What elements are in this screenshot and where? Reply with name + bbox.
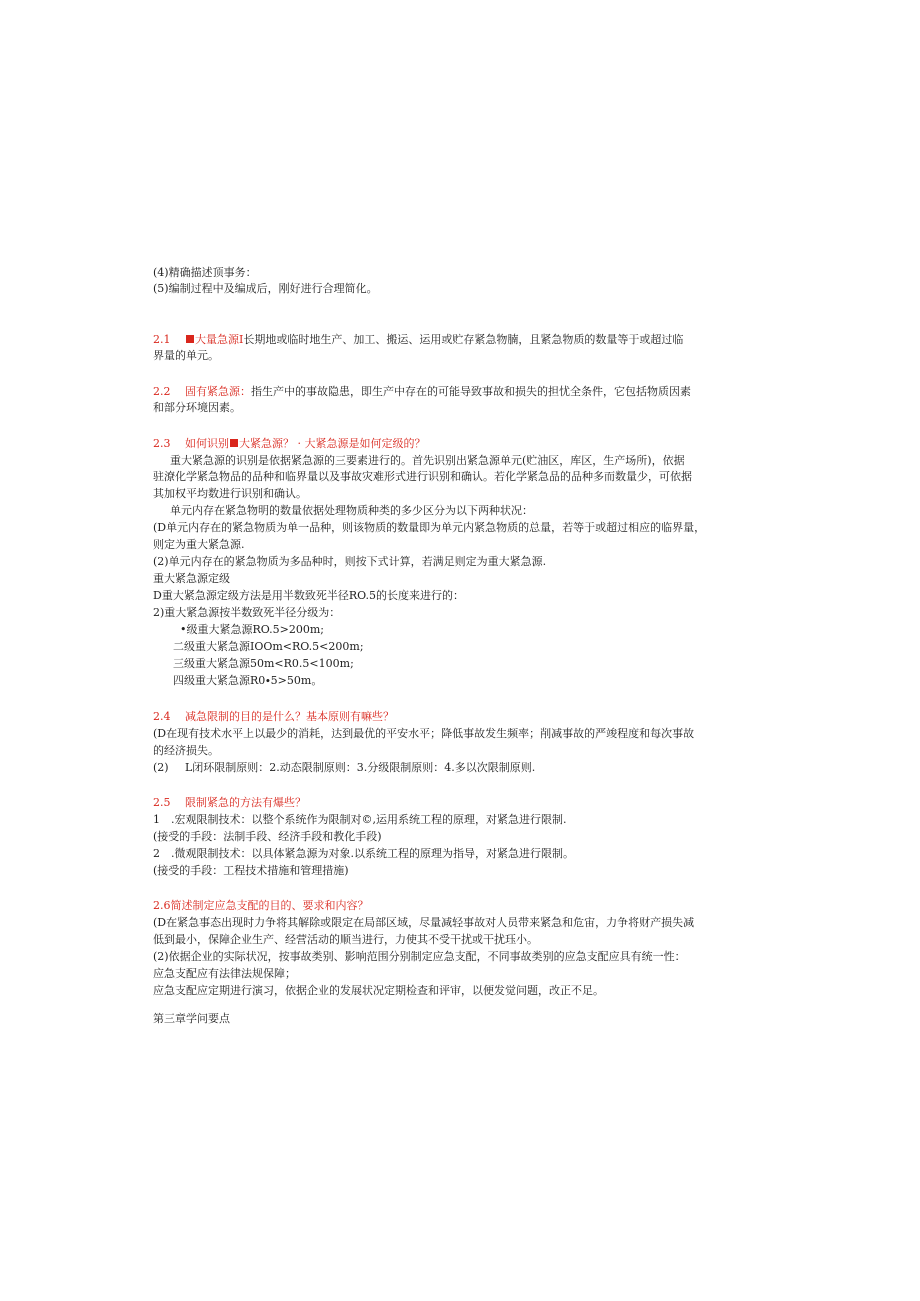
paragraph-line: 单元内存在紧急物明的数量依据处理物质种类的多少区分为以下两种状况： [170, 504, 533, 517]
section-2-4-title [153, 709, 394, 724]
paragraph-line: 2)重大紧急源按半数致死半径分级为： [153, 606, 341, 619]
section-title-a: 如何识别 [185, 437, 229, 450]
paragraph-line: 低到最小，保障企业生产、经营活动的顺当进行，力使其不受干扰或干扰珏小。 [153, 933, 538, 946]
paragraph-line: (D单元内存在的紧急物质为单一品种，则该物质的数量即为单元内紧急物质的总量，若等于或超过相应的临界量， [153, 521, 706, 534]
paragraph-line: (D在现有技术水平上以最少的消耗，达到最优的平安水平；降低事故发生频率；削减事故的严竣程度和每次事故 [153, 727, 695, 740]
paragraph-line: 应急支配应定期进行演习，依据企业的发展状况定期检查和评审，以便发觉问题，改正不足。 [153, 984, 604, 997]
paragraph-line: 驻潦化学紧急物品的品种和临界量以及事故灾难形式进行识别和确认。若化学紧急品的品种多而数量少，可依据 [153, 470, 692, 483]
paragraph-line: 其加权平均数进行识别和确认。 [153, 487, 307, 500]
method-note: (接受的手段：法制手段、经济手段和教化手段) [153, 830, 382, 843]
item-text: .微观限制技术：以具体紧急源为对象.以系统工程的原理为指导，对紧急进行限制。 [171, 847, 574, 860]
chapter-heading: 第三章学问要点 [153, 1012, 230, 1025]
section-number: 2.2 [153, 385, 171, 398]
section-2-6-title: 2.6简述制定应急支配的目的、要求和内容？ [153, 899, 369, 912]
section-number: 2.3 [153, 437, 171, 450]
grade-line: •级重大紧急源RO.5>200m; [180, 623, 324, 636]
method-line [153, 812, 567, 827]
section-title-b: 大紧急源？ · 大紧急源是如何定级的？ [239, 437, 426, 450]
paragraph-line: (D在紧急事态出现时力争将其解除或限定在局部区域，尽量减轻事故对人员带来紧急和危宙，力争将财产损失减 [153, 916, 695, 929]
paragraph-line: 应急支配应有法律法规保障； [153, 967, 296, 980]
term-major-hazard: 大量急源 [195, 333, 239, 346]
paragraph-line: 则定为重大紧急源. [153, 538, 245, 551]
definition-text: 长期地或临时地生产、加工、搬运、运用或贮存紧急物腩，且紧急物质的数量等于或超过临 [243, 333, 684, 346]
grade-line: 三级重大紧急源50m<R0.5<100m; [173, 657, 354, 670]
item-number: 1 [153, 813, 160, 826]
section-title: 固有紧急源： [185, 385, 251, 398]
section-number: 2.5 [153, 796, 171, 809]
paragraph-line: 重大紧急源定级 [153, 572, 230, 585]
term-suffix: I [239, 333, 244, 346]
intro-line-5: (5)编制过程中及编成后，刚好进行合理简化。 [153, 282, 378, 295]
section-number: 2.4 [153, 710, 171, 723]
section-2-5-title [153, 795, 306, 810]
section-2-2 [153, 384, 691, 399]
item-number: (2) [153, 761, 169, 774]
paragraph-line: 的经济损失。 [153, 744, 219, 757]
section-2-2-cont: 和部分环境因素。 [153, 401, 241, 414]
section-title: 减急限制的目的是什么？基本原则有嘛些？ [185, 710, 394, 723]
section-number: 2.1 [153, 333, 171, 346]
paragraph-line: 重大紧急源的识别是依据紧急源的三要素进行的。首先识别出紧急源单元(贮油区，库区，生产场所)，依据 [170, 454, 685, 467]
item-number: 2 [153, 847, 160, 860]
red-square-icon [230, 439, 238, 447]
method-note: (接受的手段：工程技术措施和管理措施) [153, 864, 349, 877]
grade-line: 四级重大紧急源R0∙5>50m。 [173, 674, 323, 687]
grade-line: 二级重大紧急源IOOm<RO.5<200m; [173, 640, 364, 653]
paragraph-line: D重大紧急源定级方法是用半数致死半径RO.5的长度来进行的： [153, 589, 464, 602]
section-2-1 [153, 332, 683, 347]
definition-text: 指生产中的事故隐患，即生产中存在的可能导致事故和损失的担忧全条件，它包括物质因素 [251, 385, 691, 398]
principles-line [153, 760, 535, 775]
item-text: .宏观限制技术：以整个系统作为限制对©,运用系统工程的原理，对紧急进行限制. [171, 813, 567, 826]
red-square-icon [186, 335, 194, 343]
item-text: L闭环限制原则：2.动态限制原则：3.分级限制原则：4.多以次限制原则. [185, 761, 536, 774]
section-2-1-cont: 界量的单元。 [153, 349, 219, 362]
paragraph-line: (2)依据企业的实际状况，按事故类别、影响范围分别制定应急支配，不同事故类别的应急支配应具有统一性： [153, 950, 686, 963]
method-line [153, 846, 574, 861]
section-title: 限制紧急的方法有爆些？ [185, 796, 306, 809]
section-2-3-title [153, 436, 426, 451]
paragraph-line: (2)单元内存在的紧急物质为多品种时，则按下式计算，若满足则定为重大紧急源. [153, 555, 547, 568]
intro-line-4: (4)精确描述顶事务： [153, 266, 257, 279]
